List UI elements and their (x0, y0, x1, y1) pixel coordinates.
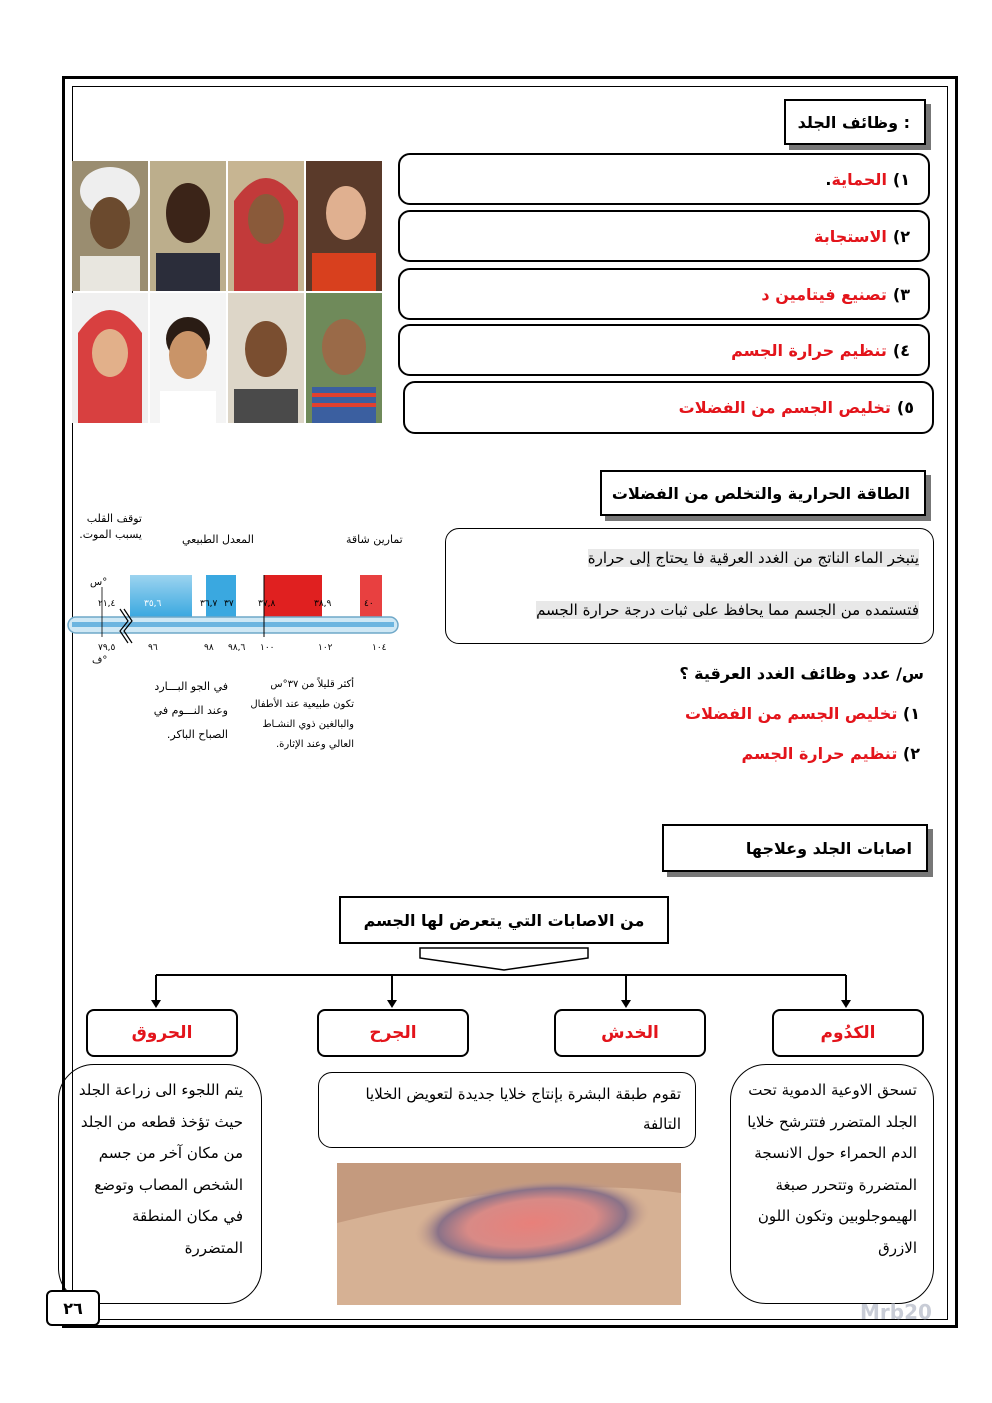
fahrenheit-tick: ١٠٤ (372, 643, 387, 653)
injury-wound: الجرح (317, 1009, 469, 1057)
functions-heading: وظائف الجلد : (784, 99, 926, 145)
answer-1: ١) تخليص الجسم من الفضلات (685, 704, 920, 723)
label-heart-stop: توقف القلب يسبب الموت. (79, 512, 142, 541)
celsius-tick: ٣٧ (224, 599, 234, 609)
function-item-3: ٣) تصنيع فيتامين د (398, 268, 930, 320)
function-item-1: ١) الحماية . (398, 153, 930, 205)
unit-fahrenheit: ف° (92, 655, 108, 666)
injury-scratch: الخدش (554, 1009, 706, 1057)
bruise-description: تسحق الاوعية الدموية تحت الجلد المتضرر فتترشح خلايا الدم الحمراء حول الانسجة المتضررة وتتحرر صبغة الهيموجلوبين وتكون اللون الازرق (730, 1064, 934, 1304)
question: س/ عدد وظائف الغدد العرقية ؟ (679, 664, 924, 683)
note-cold: في الجو البـــارد وعند النـــوم في الصباح الباكر. (153, 680, 228, 741)
celsius-tick: ٣٦,٧ (200, 599, 218, 609)
unit-celsius: س° (90, 577, 108, 588)
injuries-subheading: من الاصابات التي يتعرض لها الجسم (339, 896, 669, 944)
injury-burns: الحروق (86, 1009, 238, 1057)
fahrenheit-tick: ١٠٢ (318, 643, 333, 653)
note-hot: أكثر قليلاً من ٣٧°س تكون طبيعية عند الأطفال والبالغين ذوي النشـاط العالي وعند الإثارة. (250, 679, 354, 750)
celsius-tick: ٣٧,٨ (258, 599, 276, 609)
fahrenheit-tick: ٩٨ (204, 643, 214, 653)
fahrenheit-tick: ١٠٠ (260, 643, 275, 653)
answer-2: ٢) تنظيم حرارة الجسم (741, 744, 920, 763)
heat-heading: الطاقة الحرارية والتخلص من الفضلات (600, 470, 926, 516)
watermark: Mrb20 (860, 1300, 932, 1324)
burns-description: يتم اللجوء الى زراعة الجلد حيث تؤخذ قطعه من الجلد من مكان آخر من جسم الشخص المصاب وتوضع في مكان المنطقة المتضررة (58, 1064, 262, 1304)
injury-bruise: الكدُوم (772, 1009, 924, 1057)
heat-line-1: يتبخر الماء الناتج من الغدد العرقية فا يحتاج إلى حرارة (587, 549, 919, 567)
label-exercise: تمارين شاقة (346, 533, 403, 546)
injuries-heading: اصابات الجلد وعلاجها (662, 824, 928, 872)
function-item-4: ٤) تنظيم حرارة الجسم (398, 324, 930, 376)
function-item-2: ٢) الاستجابة (398, 210, 930, 262)
celsius-tick: ٢١,٤ (98, 599, 116, 609)
page-number: ٢٦ (46, 1290, 100, 1326)
fahrenheit-tick: ٩٦ (148, 643, 158, 653)
fahrenheit-tick: ٧٩,٥ (98, 643, 116, 653)
heat-line-2: فتستمده من الجسم مما يحافظ على ثبات درجة حرارة الجسم (536, 601, 919, 619)
bruise-photo (337, 1163, 681, 1305)
wound-description: تقوم طبقة البشرة بإنتاج خلايا جديدة لتعويض الخلايا التالفة (318, 1072, 696, 1148)
celsius-tick: ٤٠ (364, 599, 374, 609)
fahrenheit-tick: ٩٨,٦ (228, 643, 246, 653)
celsius-tick: ٣٥,٦ (144, 599, 162, 609)
function-item-5: ٥) تخليص الجسم من الفضلات (403, 381, 934, 434)
label-normal: المعدل الطبيعي (182, 533, 254, 546)
celsius-tick: ٣٨,٩ (314, 599, 332, 609)
